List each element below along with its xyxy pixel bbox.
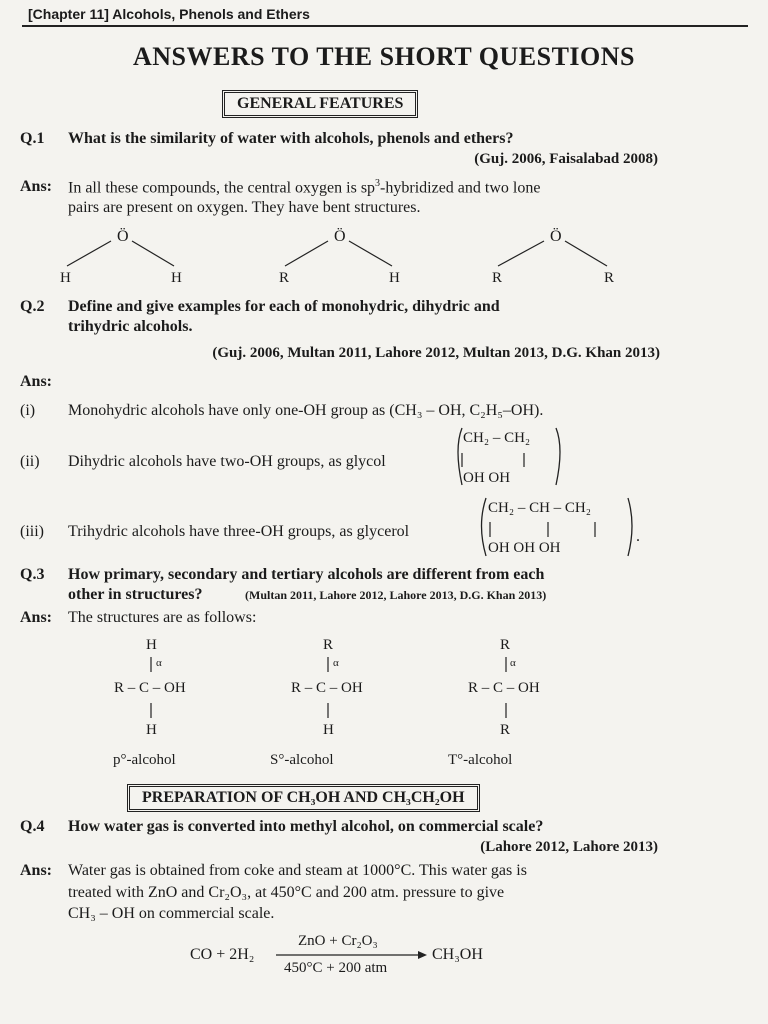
q4-number: Q.4 bbox=[20, 818, 45, 835]
alpha-carbon-label: α bbox=[333, 657, 339, 669]
q2-ans-label: Ans: bbox=[20, 373, 53, 390]
reaction-catalyst: ZnO + Cr₂O₃ bbox=[298, 933, 378, 949]
section-general-features: GENERAL FEATURES bbox=[222, 90, 418, 118]
q2-number: Q.2 bbox=[20, 298, 45, 315]
alcohol-main-chain: R – C – OH bbox=[291, 680, 363, 696]
structure-right-atom: H bbox=[171, 270, 182, 286]
structure-right-atom: H bbox=[389, 270, 400, 286]
alcohol-top-atom: R bbox=[500, 637, 511, 653]
alcohol-bottom-atom: H bbox=[146, 722, 157, 738]
structure-left-atom: R bbox=[492, 270, 503, 286]
q2-source: (Guj. 2006, Multan 2011, Lahore 2012, Multan 2013, D.G. Khan 2013) bbox=[212, 345, 660, 361]
chapter-header: [Chapter 11] Alcohols, Phenols and Ethers bbox=[28, 6, 310, 22]
q1-answer-line1: In all these compounds, the central oxygen is $sp^3$-hybridized and two lone bbox=[68, 178, 541, 197]
q4-ans-label: Ans: bbox=[20, 862, 53, 879]
q1-answer-line2: pairs are present on oxygen. They have bent structures. bbox=[68, 199, 421, 216]
reaction-product: CH₃OH bbox=[432, 946, 483, 963]
glycerol-top: CH₂ – CH – CH₂ bbox=[488, 500, 591, 516]
q3-ans-label: Ans: bbox=[20, 609, 53, 626]
q1-source: (Guj. 2006, Faisalabad 2008) bbox=[474, 151, 658, 167]
q4-answer-line2: treated with ZnO and Cr₂O₃, at 450°C and 200 atm. pressure to give bbox=[68, 884, 505, 901]
q1-question: What is the similarity of water with alcohols, phenols and ethers? bbox=[68, 130, 514, 147]
q1-number: Q.1 bbox=[20, 130, 45, 147]
oxygen-atom: Ö bbox=[117, 228, 129, 245]
alcohol-bottom-atom: R bbox=[500, 722, 511, 738]
q2-item-ii-label: (ii) bbox=[20, 453, 40, 470]
alpha-carbon-label: α bbox=[510, 657, 516, 669]
q3-source: (Multan 2011, Lahore 2012, Lahore 2013, D.G. Khan 2013) bbox=[245, 588, 547, 602]
q3-answer: The structures are as follows: bbox=[68, 609, 257, 626]
alcohol-caption: p°-alcohol bbox=[113, 752, 176, 768]
structure-left-atom: R bbox=[279, 270, 290, 286]
q4-answer-line1: Water gas is obtained from coke and steam at 1000°C. This water gas is bbox=[68, 862, 527, 879]
structure-right-atom: R bbox=[604, 270, 615, 286]
alcohol-top-atom: R bbox=[323, 637, 334, 653]
alcohol-main-chain: R – C – OH bbox=[114, 680, 186, 696]
q2-item-ii-text: Dihydric alcohols have two-OH groups, as glycol bbox=[68, 453, 386, 470]
q1-ans-label: Ans: bbox=[20, 178, 53, 195]
oxygen-atom: Ö bbox=[334, 228, 346, 245]
q2-item-i-text: Monohydric alcohols have only one-OH group as (CH₃ – OH, C₂H₅–OH). bbox=[68, 402, 544, 419]
alcohol-main-chain: R – C – OH bbox=[468, 680, 540, 696]
oxygen-atom: Ö bbox=[550, 228, 562, 245]
glycerol-bottom: OH OH OH bbox=[488, 540, 561, 556]
q3-number: Q.3 bbox=[20, 566, 45, 583]
section-preparation: PREPARATION OF CH₃OH AND CH₃CH₂OH bbox=[127, 784, 480, 812]
q4-answer-line3: CH₃ – OH on commercial scale. bbox=[68, 905, 275, 922]
alcohol-bottom-atom: H bbox=[323, 722, 334, 738]
q4-source: (Lahore 2012, Lahore 2013) bbox=[480, 839, 658, 855]
q3-question-line1: How primary, secondary and tertiary alcohols are different from each bbox=[68, 566, 545, 583]
glycol-top: CH₂ – CH₂ bbox=[463, 430, 531, 446]
reaction-conditions: 450°C + 200 atm bbox=[284, 960, 388, 976]
q3-question-line2: other in structures? bbox=[68, 586, 203, 603]
glycol-bottom: OH OH bbox=[463, 470, 511, 486]
alpha-carbon-label: α bbox=[156, 657, 162, 669]
q2-question-line1: Define and give examples for each of monohydric, dihydric and bbox=[68, 298, 500, 315]
q2-item-iii-text: Trihydric alcohols have three-OH groups, as glycerol bbox=[68, 523, 410, 540]
q2-question-line2: trihydric alcohols. bbox=[68, 318, 193, 335]
reaction-reactants: CO + 2H₂ bbox=[190, 946, 255, 963]
alcohol-caption: S°-alcohol bbox=[270, 752, 334, 768]
alcohol-caption: T°-alcohol bbox=[448, 752, 513, 768]
q4-question: How water gas is converted into methyl alcohol, on commercial scale? bbox=[68, 818, 544, 835]
glycerol-period: . bbox=[636, 528, 640, 545]
alcohol-top-atom: H bbox=[146, 637, 157, 653]
structure-left-atom: H bbox=[60, 270, 71, 286]
q2-item-i-label: (i) bbox=[20, 402, 36, 419]
page-title: ANSWERS TO THE SHORT QUESTIONS bbox=[132, 42, 636, 71]
q2-item-iii-label: (iii) bbox=[20, 523, 44, 540]
